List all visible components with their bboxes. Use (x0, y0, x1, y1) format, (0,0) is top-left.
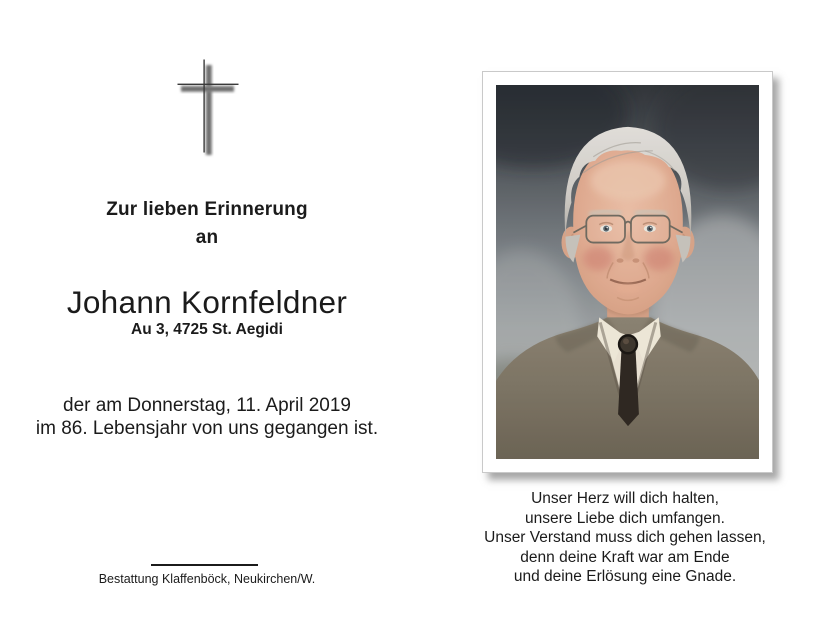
poem-line: Unser Verstand muss dich gehen lassen, (484, 529, 766, 546)
deceased-address: Au 3, 4725 St. Aegidi (131, 321, 283, 338)
portrait-photo (482, 71, 773, 473)
poem-line: unsere Liebe dich umfangen. (525, 509, 725, 527)
intro-text (31, 196, 383, 252)
passing-line-2: im 86. Lebensjahr von uns gegangen ist. (35, 418, 379, 439)
deceased-name: Johann Kornfeldner (66, 284, 348, 320)
poem-line: und deine Erlösung eine Gnade. (513, 568, 737, 585)
passing-text (21, 394, 393, 440)
cross-icon (172, 58, 244, 164)
deceased-block (21, 284, 393, 340)
intro-line-2: an (195, 227, 219, 248)
poem-line: Unser Herz will dich halten, (531, 490, 719, 507)
funeral-home: Bestattung Klaffenböck, Neukirchen/W. (98, 572, 316, 586)
poem (460, 489, 790, 587)
poem-line: denn deine Kraft war am Ende (520, 548, 730, 566)
passing-line-1: der am Donnerstag, 11. April 2019 (63, 395, 351, 416)
intro-line-1: Zur lieben Erinnerung (106, 199, 308, 220)
footer-divider (151, 564, 258, 566)
